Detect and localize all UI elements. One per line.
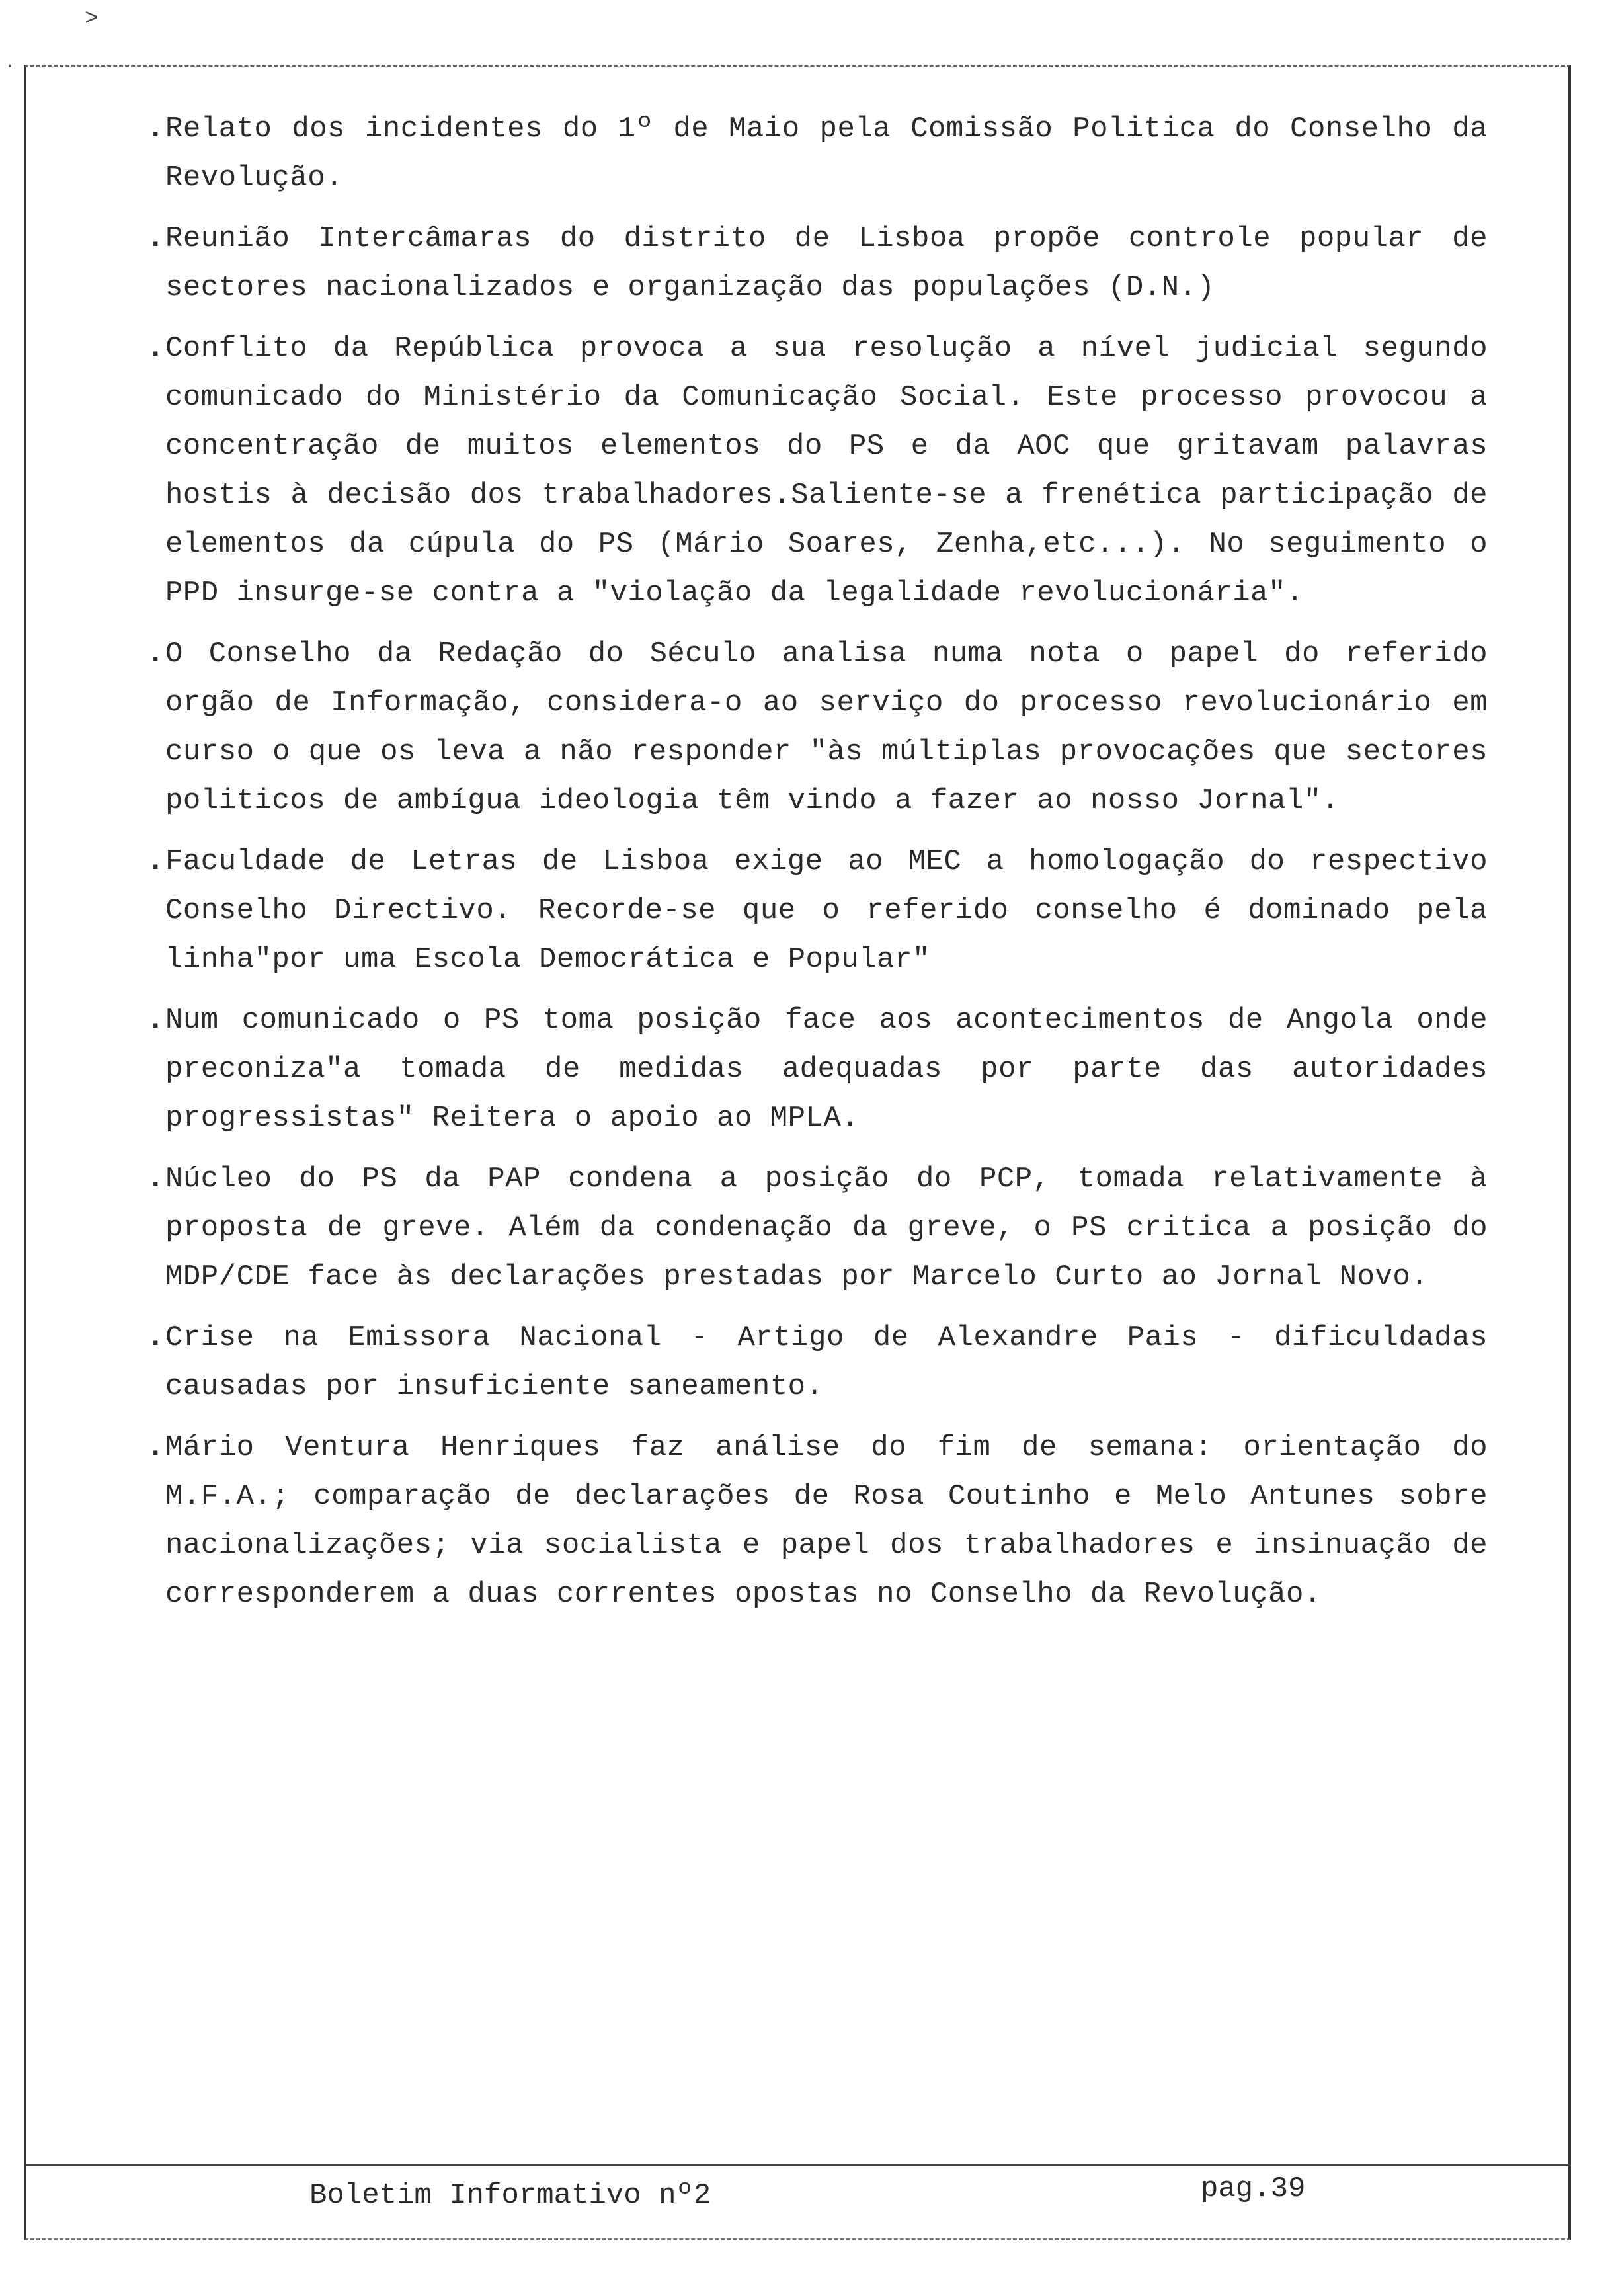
news-item <box>147 1423 1488 1619</box>
news-item-text: O Conselho da Redação do Século analisa numa nota o papel do referido orgão de Informação, considera-o ao serviço do processo revolucionário em curso o que os leva a não responder "às múltiplas provocações que sectores politicos de ambígua ideologia têm vindo a fazer ao nosso Jornal". <box>165 637 1488 817</box>
news-item-text: Num comunicado o PS toma posição face aos acontecimentos de Angola onde preconiza"a tomada de medidas adequadas por parte das autoridades progressistas" Reitera o apoio ao MPLA. <box>165 1004 1488 1135</box>
bullet-marker: . <box>147 1321 165 1354</box>
news-item <box>147 1155 1488 1301</box>
news-item-text: Reunião Intercâmaras do distrito de Lisboa propõe controle popular de sectores nacionalizados e organização das populações (D.N.) <box>165 222 1488 304</box>
bullet-marker: . <box>147 845 165 878</box>
footer-page-number: pag.39 <box>1201 2172 1306 2205</box>
margin-mark-icon: ˃ <box>85 7 99 32</box>
news-item-text: Mário Ventura Henriques faz análise do fim de semana: orientação do M.F.A.; comparação de declarações de Rosa Coutinho e Melo Antunes sobre nacionalizações; via socialista e papel dos trabalhadores e insinuação de corresponderem a duas correntes opostas no Conselho da Revolução. <box>165 1431 1488 1611</box>
news-item <box>147 837 1488 984</box>
news-item-text: Conflito da República provoca a sua resolução a nível judicial segundo comunicado do Ministério da Comunicação Social. Este processo provocou a concentração de muitos elementos do PS e da AOC que gritavam palavras hostis à decisão dos trabalhadores.Saliente-se a frenética participação de elementos da cúpula do PS (Mário Soares, Zenha,etc...). No seguimento o PPD insurge-se contra a "violação da legalidade revolucionária". <box>165 332 1488 610</box>
news-item-text: Faculdade de Letras de Lisboa exige ao MEC a homologação do respectivo Conselho Directivo. Recorde-se que o referido conselho é dominado pela linha"por uma Escola Democrática e Popular" <box>165 845 1488 976</box>
bullet-marker: . <box>147 637 165 671</box>
news-item <box>147 324 1488 618</box>
news-item-text: Núcleo do PS da PAP condena a posição do PCP, tomada relativamente à proposta de greve. Além da condenação da greve, o PS critica a posição do MDP/CDE face às declarações prestadas por Marcelo Curto ao Jornal Novo. <box>165 1163 1488 1293</box>
bullet-marker: . <box>147 1431 165 1464</box>
bullet-marker: . <box>147 332 165 365</box>
news-item <box>147 1313 1488 1411</box>
news-item-text: Crise na Emissora Nacional - Artigo de Alexandre Pais - dificuldadas causadas por insuficiente saneamento. <box>165 1321 1488 1403</box>
footer-divider <box>26 2164 1571 2166</box>
news-item <box>147 630 1488 825</box>
footer-publication-title: Boletim Informativo nº2 <box>309 2179 711 2212</box>
bullet-marker: . <box>147 1163 165 1196</box>
margin-dot-icon: · <box>4 56 17 78</box>
bullet-marker: . <box>147 112 165 145</box>
bullet-marker: . <box>147 222 165 255</box>
news-item <box>147 214 1488 312</box>
bullet-marker: . <box>147 1004 165 1037</box>
news-item-text: Relato dos incidentes do 1º de Maio pela Comissão Politica do Conselho da Revolução. <box>165 112 1488 194</box>
news-item <box>147 104 1488 202</box>
bulletin-body <box>147 104 1488 1631</box>
news-item <box>147 996 1488 1143</box>
